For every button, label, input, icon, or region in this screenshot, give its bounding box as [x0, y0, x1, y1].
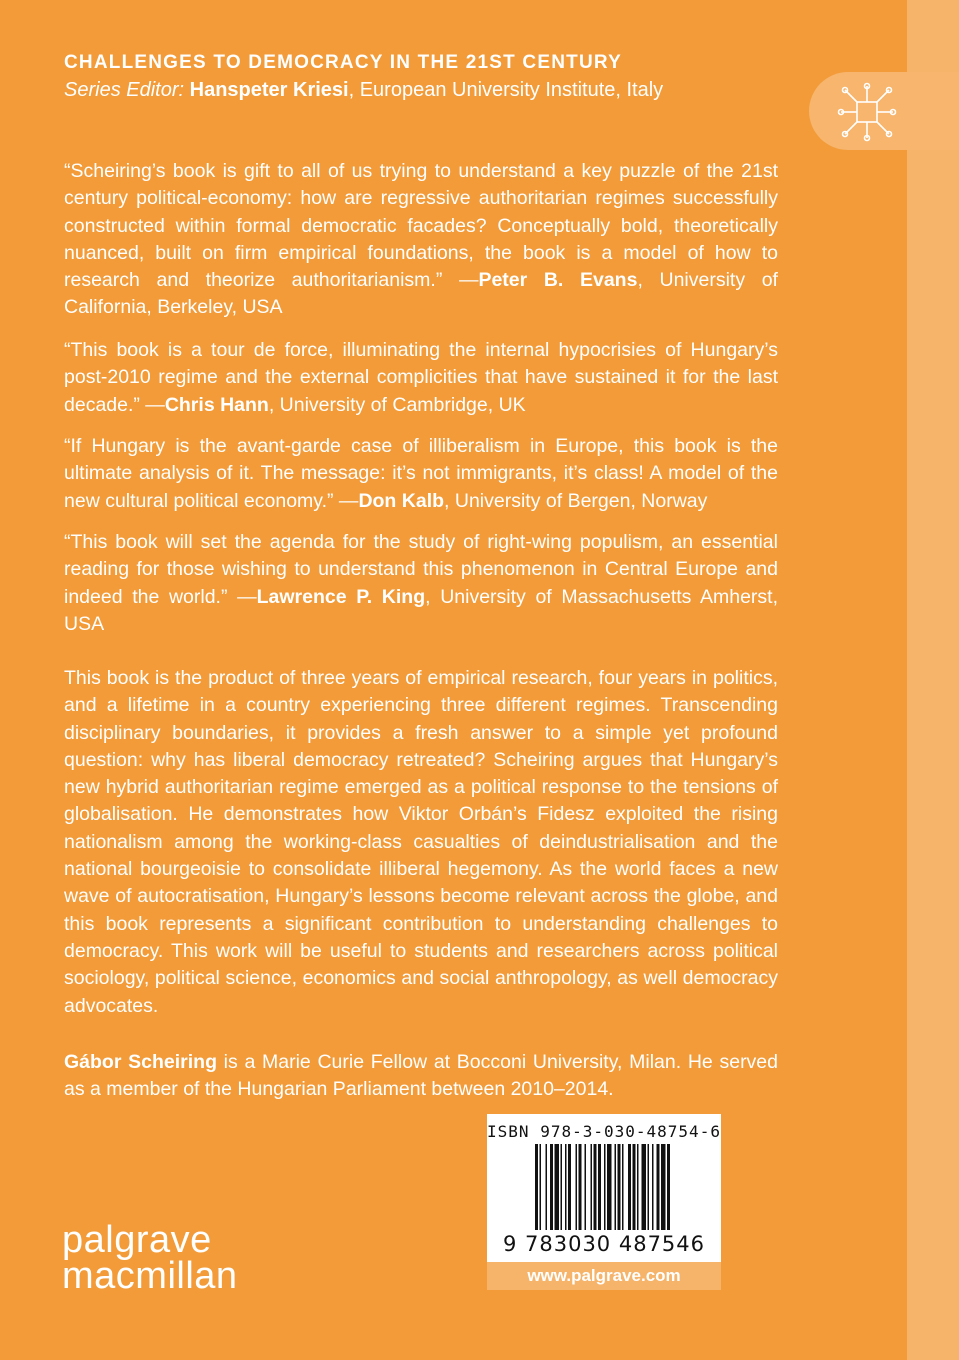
endorsement-quote: “This book will set the agenda for the study of right-wing populism, an essential reading for those wishing to understand this phenomenon in Central Europe and indeed the world.” — [64, 531, 778, 608]
barcode-bar [622, 1144, 624, 1230]
endorser-affiliation: , University of Massachusetts Amherst, USA [64, 585, 778, 635]
spine-logo-badge [809, 72, 959, 150]
endorsement-quote: “This book is a tour de force, illuminating the internal hypocrisies of Hungary’s post-2010 regime and the external complicities that have sustained it for the last decade.” — [64, 339, 778, 416]
barcode-bar [565, 1144, 567, 1230]
series-editor [64, 79, 663, 102]
publisher-website[interactable]: www.palgrave.com [487, 1262, 721, 1290]
barcode-bar [618, 1144, 621, 1230]
barcode-icon [535, 1144, 709, 1234]
barcode-bar [535, 1144, 538, 1230]
endorsement-hann [64, 337, 778, 419]
barcode-bar [598, 1144, 601, 1230]
author-bio [64, 1049, 778, 1104]
series-editor-affiliation: , European University Institute, Italy [348, 79, 664, 101]
barcode-bar [550, 1144, 553, 1230]
endorsement-quote: “Scheiring’s book is gift to all of us trying to understand a key puzzle of the 21st century political-economy: how are regressive authoritarian regimes successfully constructed within formal democratic facades? Conceptually bold, theoretically nuanced, built on firm empirical foundations, the book is a model of how to research and theorize authoritarianism.” — [64, 160, 778, 292]
barcode-bar [652, 1144, 654, 1230]
series-editor-label: Series Editor: [64, 79, 185, 101]
isbn-barcode-box [487, 1114, 721, 1262]
endorser-name: Don Kalb [358, 489, 445, 512]
barcode-bar [667, 1144, 670, 1230]
palgrave-network-icon [837, 82, 897, 142]
barcode-bar [642, 1144, 647, 1230]
publisher-logo [62, 1219, 238, 1297]
barcode-bar [607, 1144, 612, 1230]
barcode-bar [579, 1144, 582, 1230]
barcode-bar [561, 1144, 563, 1230]
barcode-bar [591, 1144, 593, 1230]
barcode-bar [568, 1144, 571, 1230]
barcode-bar [546, 1144, 548, 1230]
spine-strip [907, 0, 959, 1360]
endorsement-evans [64, 158, 778, 322]
barcode-bar [657, 1144, 660, 1230]
book-description: This book is the product of three years of empirical research, four years in politics, and a lifetime in a country experiencing three different regimes. Transcending disciplinary boundaries, it provides a fresh answer to a simple yet profound question: why has liberal democracy retreated? Scheiring argues that Hungary’s new hybrid authoritarian regime emerged as a political response to the tensions of globalisation. He demonstrates how Viktor Orbán’s Fidesz exploited the rising nationalism among the working-class casualties of deindustrialisation and the national bourgeoisie to consolidate illiberal hegemony. As the world faces a new wave of autocratisation, Hungary’s lessons become relevant across the globe, and this book represents a significant contribution to understanding challenges to democracy. This work will be useful to students and researchers across political sociology, political science, economics and social anthropology, as well democracy advocates. [64, 667, 778, 1017]
barcode-bar [540, 1144, 542, 1230]
publisher-logo-line1: palgrave [62, 1219, 212, 1261]
endorsement-kalb [64, 433, 778, 515]
endorser-affiliation: , University of Cambridge, UK [268, 393, 526, 416]
series-title: CHALLENGES TO DEMOCRACY IN THE 21ST CENTURY [64, 52, 622, 73]
barcode-bar [615, 1144, 617, 1230]
barcode-bar [604, 1144, 606, 1230]
publisher-logo-line2: macmillan [62, 1255, 238, 1297]
barcode-bar [637, 1144, 639, 1230]
endorser-name: Chris Hann [164, 393, 269, 416]
barcode-bar [594, 1144, 597, 1230]
barcode-bar [585, 1144, 587, 1230]
author-bio-text: is a Marie Curie Fellow at Bocconi University, Milan. He served as a member of the Hungarian Parliament between 2010–2014. [64, 1051, 778, 1101]
series-editor-name: Hanspeter Kriesi [189, 79, 349, 101]
endorser-name: Peter B. Evans [478, 269, 638, 292]
endorser-affiliation: , University of California, Berkeley, USA [64, 269, 778, 319]
barcode-bar [628, 1144, 631, 1230]
isbn-label: ISBN 978-3-030-48754-6 [487, 1122, 721, 1141]
endorsement-king [64, 529, 778, 638]
isbn-digits: 9 783030 487546 [502, 1232, 706, 1256]
endorser-name: Lawrence P. King [256, 585, 426, 608]
author-name: Gábor Scheiring [64, 1051, 217, 1073]
barcode-bar [633, 1144, 636, 1230]
endorser-affiliation: , University of Bergen, Norway [444, 489, 708, 512]
barcode-bar [661, 1144, 666, 1230]
barcode-bar [555, 1144, 560, 1230]
barcode-bar [648, 1144, 650, 1230]
endorsement-quote: “If Hungary is the avant-garde case of illiberalism in Europe, this book is the ultimate analysis of it. The message: it’s not immigrants, it’s class! A model of the new cultural political economy.” — [64, 435, 778, 512]
barcode-bar [576, 1144, 578, 1230]
